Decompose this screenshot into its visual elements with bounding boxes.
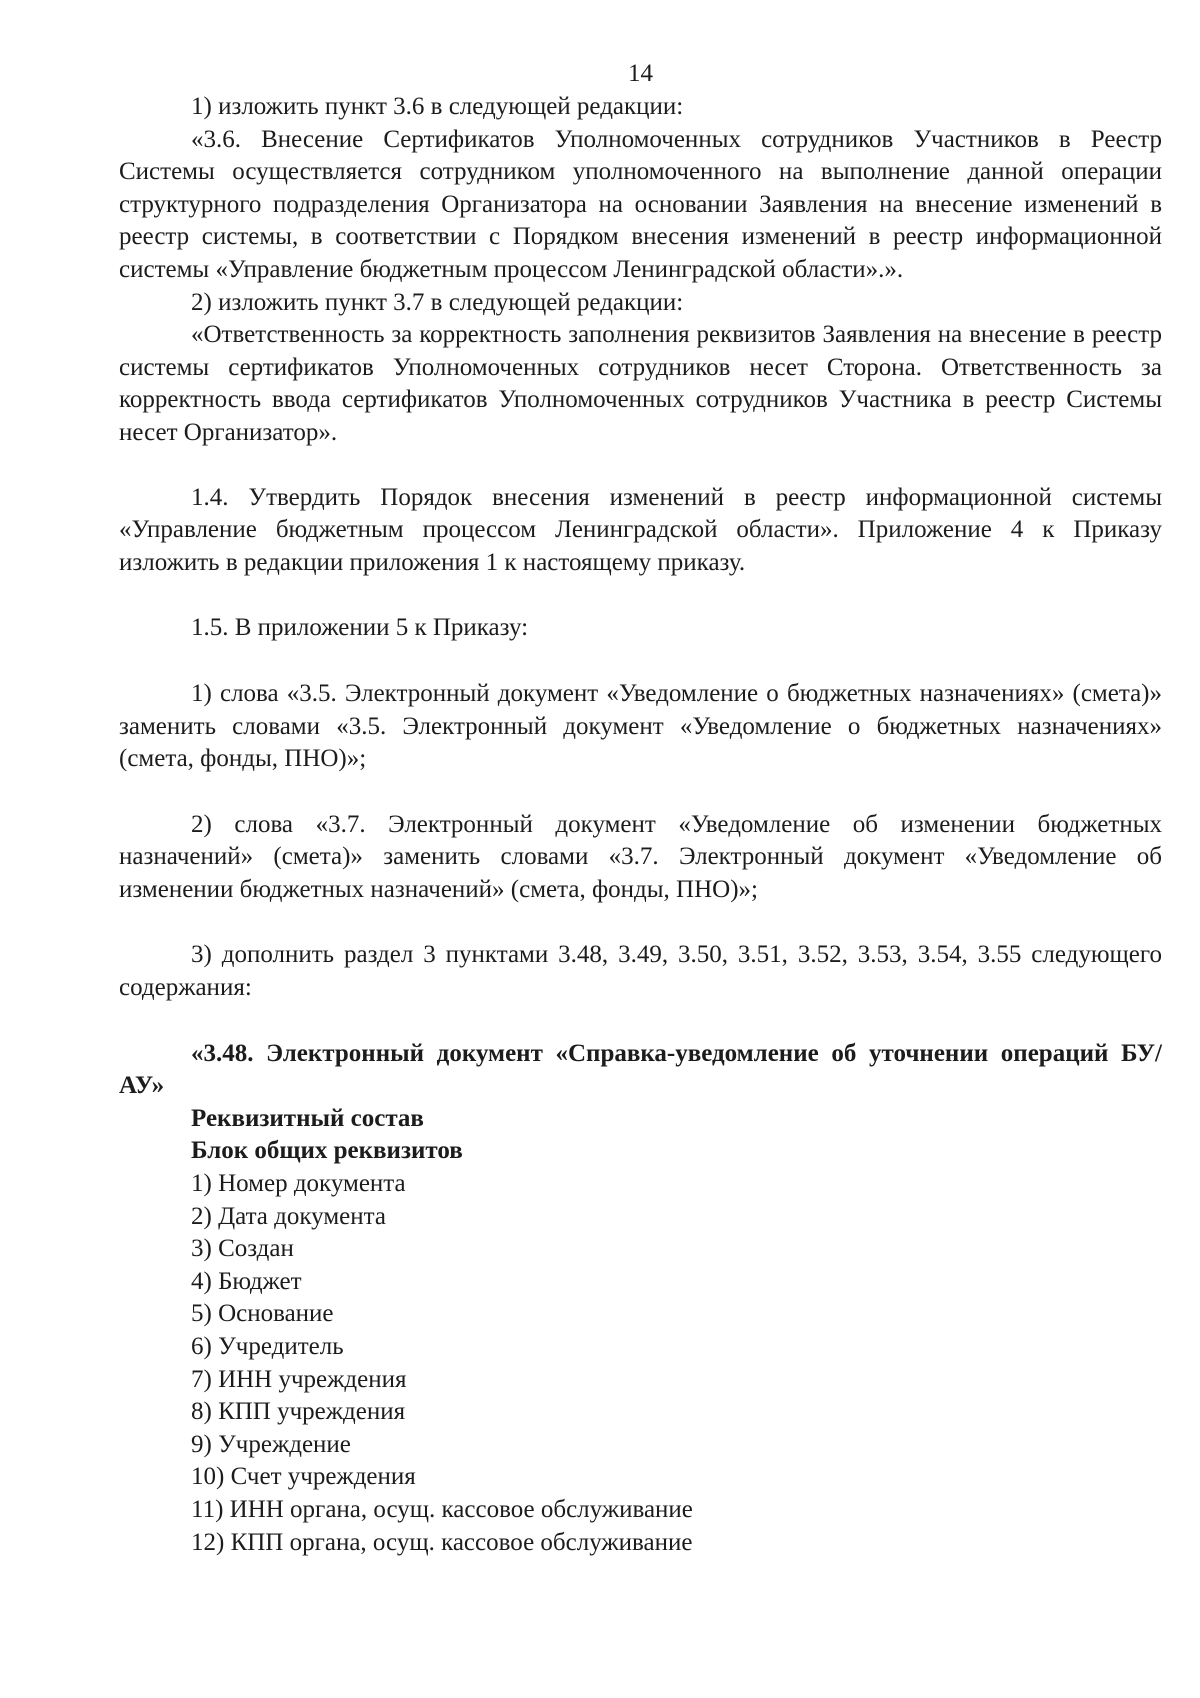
paragraph-amend-3-6: 1) изложить пункт 3.6 в следующей редакции: — [191, 93, 684, 120]
page-number: 14 — [628, 60, 653, 87]
list-item: 9) Учреждение — [191, 1430, 351, 1458]
heading-common-requisites-block: Блок общих реквизитов — [191, 1137, 463, 1165]
paragraph-1-4: 1.4. Утвердить Порядок внесения изменений в реестр информационной системы «Управление бюджетным процессом Ленинградской области». Приложение 4 к Приказу изложить в редакции приложения 1 к настоящему приказу. — [119, 483, 1162, 576]
list-item: 4) Бюджет — [191, 1267, 302, 1295]
list-item: 3) Создан — [191, 1235, 294, 1263]
heading-requisite-composition: Реквизитный состав — [191, 1104, 424, 1132]
list-item: 11) ИНН органа, осущ. кассовое обслуживание — [191, 1495, 693, 1523]
paragraph-quote-3-6: «3.6. Внесение Сертификатов Уполномоченных сотрудников Участников в Реестр Системы осуществляется сотрудником уполномоченного на выполнение данной операции структурного подразделения Организатора на основании Заявления на внесение изменений в реестр системы, в соответствии с Порядком внесения изменений в реестр информационной системы «Управление бюджетным процессом Ленинградской области».». — [119, 125, 1162, 283]
list-item: 1) Номер документа — [191, 1170, 406, 1198]
list-item: 12) КПП органа, осущ. кассовое обслуживание — [191, 1528, 693, 1556]
paragraph-replace-3-5: 1) слова «3.5. Электронный документ «Уведомление о бюджетных назначениях» (смета)» заменить словами «3.5. Электронный документ «Уведомление о бюджетных назначениях» (смета, фонды, ПНО)»; — [119, 679, 1162, 773]
list-item: 7) ИНН учреждения — [191, 1365, 407, 1393]
paragraph-1-5: 1.5. В приложении 5 к Приказу: — [191, 614, 529, 642]
paragraph-quote-3-7: «Ответственность за корректность заполнения реквизитов Заявления на внесение в реестр системы сертификатов Уполномоченных сотрудников несет Сторона. Ответственность за корректность ввода сертификатов Уполномоченных сотрудников Участника в реестр Системы несет Организатор». — [119, 321, 1162, 446]
paragraph-replace-3-7: 2) слова «3.7. Электронный документ «Уведомление об изменении бюджетных назначений» (смета)» заменить словами «3.7. Электронный документ «Уведомление об изменении бюджетных назначений» (смета, фонды, ПНО)»; — [119, 810, 1162, 903]
paragraph-amend-3-7: 2) изложить пункт 3.7 в следующей редакции: — [191, 288, 684, 316]
paragraph-add-section-3: 3) дополнить раздел 3 пунктами 3.48, 3.49, 3.50, 3.51, 3.52, 3.53, 3.54, 3.55 следующего содержания: — [119, 941, 1162, 1002]
paragraph-3-48-title: «3.48. Электронный документ «Справка-уведомление об уточнении операций БУ/АУ» — [119, 1039, 1162, 1100]
list-item: 10) Счет учреждения — [191, 1463, 416, 1491]
list-item: 8) КПП учреждения — [191, 1398, 406, 1426]
document-page — [119, 58, 1162, 1559]
requisites-list — [119, 1168, 1162, 1559]
list-item: 6) Учредитель — [191, 1333, 344, 1360]
list-item: 5) Основание — [191, 1300, 334, 1328]
list-item: 2) Дата документа — [191, 1202, 386, 1230]
